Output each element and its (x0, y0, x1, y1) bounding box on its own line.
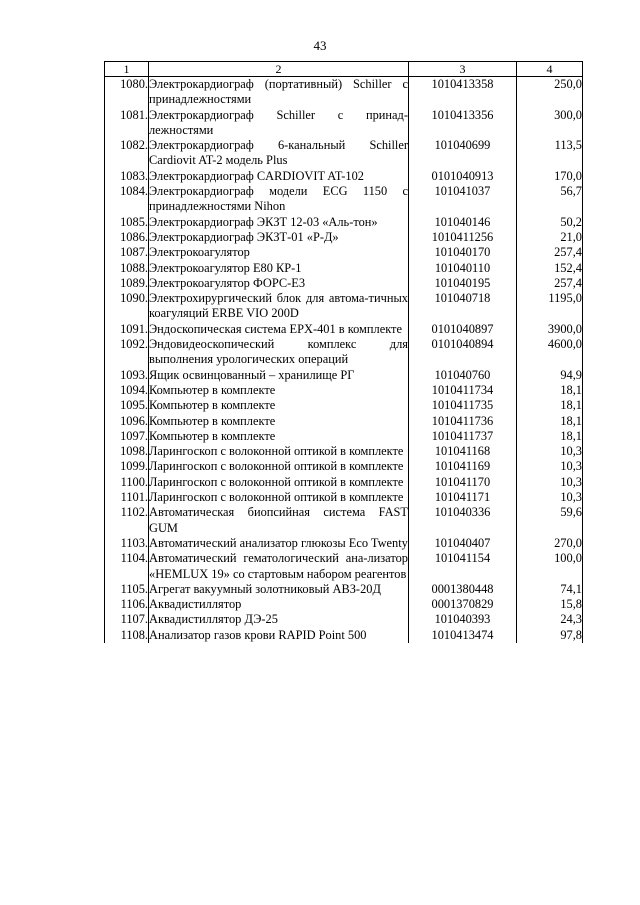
table-row (105, 337, 583, 368)
column-header-name: 2 (149, 62, 409, 77)
table-row (105, 322, 583, 337)
table-row (105, 77, 583, 108)
row-number: 1083. (105, 169, 149, 184)
table-row (105, 138, 583, 169)
row-number: 1104. (105, 551, 149, 582)
page-number: 43 (313, 38, 327, 53)
table-row (105, 475, 583, 490)
item-value: 4600,0 (517, 337, 583, 368)
item-name: Компьютер в комплекте (149, 398, 409, 413)
column-header-value: 4 (517, 62, 583, 77)
item-name: Ларингоскоп с волоконной оптикой в комплекте (149, 490, 409, 505)
inventory-code: 101040195 (409, 276, 517, 291)
item-value: 10,3 (517, 475, 583, 490)
item-name: Электрохирургический блок для автома-тичных коагуляций ERBE VIO 200D (149, 291, 408, 321)
item-name: Компьютер в комплекте (149, 429, 409, 444)
row-number: 1105. (105, 582, 149, 597)
item-value: 59,6 (517, 505, 583, 536)
item-name: Ларингоскоп с волоконной оптикой в комплекте (149, 459, 409, 474)
item-value: 18,1 (517, 383, 583, 398)
inventory-code: 1010411736 (409, 414, 517, 429)
item-value: 74,1 (517, 582, 583, 597)
item-name: Компьютер в комплекте (149, 414, 409, 429)
table-row (105, 383, 583, 398)
item-name: Электрокардиограф ЭКЗТ-01 «Р-Д» (149, 230, 409, 245)
inventory-code: 101040760 (409, 368, 517, 383)
table-row (105, 398, 583, 413)
item-value: 50,2 (517, 215, 583, 230)
inventory-code: 101040170 (409, 245, 517, 260)
row-number: 1097. (105, 429, 149, 444)
item-name: Электрокардиограф модели ECG 1150 с принадлежностями Nihon (149, 184, 408, 214)
item-name: Эндовидеоскопический комплекс для выполнения урологических операций (149, 337, 408, 367)
item-value: 270,0 (517, 536, 583, 551)
row-number: 1096. (105, 414, 149, 429)
inventory-code: 1010413474 (409, 628, 517, 643)
item-value: 94,9 (517, 368, 583, 383)
item-value: 3900,0 (517, 322, 583, 337)
table-row (105, 459, 583, 474)
inventory-code: 1010411256 (409, 230, 517, 245)
inventory-code: 0001380448 (409, 582, 517, 597)
row-number: 1089. (105, 276, 149, 291)
item-name: Автоматический анализатор глюкозы Eco Twenty (149, 535, 408, 550)
item-value: 113,5 (517, 138, 583, 169)
item-name: Электрокардиограф Schiller с принад-лежностями (149, 107, 408, 137)
table-row (105, 414, 583, 429)
item-value: 18,1 (517, 398, 583, 413)
inventory-code: 0001370829 (409, 597, 517, 612)
item-value: 257,4 (517, 276, 583, 291)
inventory-code: 101040336 (409, 505, 517, 536)
table-row (105, 368, 583, 383)
inventory-code: 1010411735 (409, 398, 517, 413)
table-row (105, 505, 583, 536)
inventory-code: 101041170 (409, 475, 517, 490)
item-name: Электрокардиограф ЭКЗТ 12-03 «Аль-тон» (149, 215, 409, 230)
inventory-code: 101040146 (409, 215, 517, 230)
row-number: 1098. (105, 444, 149, 459)
table-row (105, 230, 583, 245)
item-name: Ларингоскоп с волоконной оптикой в комплекте (149, 475, 409, 490)
item-value: 18,1 (517, 429, 583, 444)
item-value: 300,0 (517, 108, 583, 139)
table-row (105, 612, 583, 627)
item-name: Ларингоскоп с волоконной оптикой в комплекте (149, 444, 409, 459)
row-number: 1081. (105, 108, 149, 139)
item-name: Электрокоагулятор ФОРС-Е3 (149, 276, 409, 291)
table-row (105, 582, 583, 597)
table-body (105, 77, 583, 643)
table-row (105, 490, 583, 505)
item-value: 10,3 (517, 444, 583, 459)
table-row (105, 215, 583, 230)
inventory-code: 101040393 (409, 612, 517, 627)
item-value: 100,0 (517, 551, 583, 582)
item-value: 257,4 (517, 245, 583, 260)
row-number: 1080. (105, 77, 149, 108)
inventory-code: 101041168 (409, 444, 517, 459)
inventory-code: 1010411737 (409, 429, 517, 444)
row-number: 1086. (105, 230, 149, 245)
row-number: 1094. (105, 383, 149, 398)
item-value: 1195,0 (517, 291, 583, 322)
item-name: Аквадистиллятор (149, 597, 409, 612)
item-value: 250,0 (517, 77, 583, 108)
row-number: 1101. (105, 490, 149, 505)
item-value: 97,8 (517, 628, 583, 643)
table-row (105, 169, 583, 184)
inventory-code: 0101040913 (409, 169, 517, 184)
row-number: 1084. (105, 184, 149, 215)
item-value: 15,8 (517, 597, 583, 612)
table-row (105, 245, 583, 260)
table-row (105, 108, 583, 139)
row-number: 1102. (105, 505, 149, 536)
item-value: 152,4 (517, 261, 583, 276)
item-name: Электрокоагулятор Е80 КР-1 (149, 261, 409, 276)
table-row (105, 184, 583, 215)
row-number: 1090. (105, 291, 149, 322)
item-value: 10,3 (517, 459, 583, 474)
table-row (105, 628, 583, 643)
item-name: Автоматическая биопсийная система FAST GUM (149, 505, 408, 535)
inventory-code: 1010413358 (409, 77, 517, 108)
row-number: 1091. (105, 322, 149, 337)
row-number: 1107. (105, 612, 149, 627)
row-number: 1099. (105, 459, 149, 474)
inventory-code: 0101040894 (409, 337, 517, 368)
row-number: 1103. (105, 536, 149, 551)
inventory-code: 101040407 (409, 536, 517, 551)
inventory-code: 101041154 (409, 551, 517, 582)
inventory-code: 101040699 (409, 138, 517, 169)
row-number: 1085. (105, 215, 149, 230)
inventory-code: 0101040897 (409, 322, 517, 337)
row-number: 1093. (105, 368, 149, 383)
row-number: 1106. (105, 597, 149, 612)
row-number: 1095. (105, 398, 149, 413)
row-number: 1087. (105, 245, 149, 260)
row-number: 1092. (105, 337, 149, 368)
item-name: Эндоскопическая система EPX-401 в комплекте (149, 322, 409, 337)
inventory-code: 101041037 (409, 184, 517, 215)
item-value: 24,3 (517, 612, 583, 627)
item-value: 170,0 (517, 169, 583, 184)
item-value: 10,3 (517, 490, 583, 505)
item-name: Ящик освинцованный – хранилище РГ (149, 368, 409, 383)
item-name: Агрегат вакуумный золотниковый АВЗ-20Д (149, 582, 409, 597)
item-value: 21,0 (517, 230, 583, 245)
column-header-code: 3 (409, 62, 517, 77)
item-name: Аквадистиллятор ДЭ-25 (149, 612, 409, 627)
table-row (105, 551, 583, 582)
inventory-code: 1010411734 (409, 383, 517, 398)
inventory-code: 1010413356 (409, 108, 517, 139)
table-header (105, 62, 583, 77)
item-name: Автоматический гематологический ана-лизатор «HEMLUX 19» со стартовым набором реагентов (149, 551, 408, 581)
row-number: 1100. (105, 475, 149, 490)
item-name: Электрокардиограф CARDIOVIT AT-102 (149, 169, 409, 184)
column-header-number: 1 (105, 62, 149, 77)
item-value: 18,1 (517, 414, 583, 429)
item-name: Электрокардиограф (портативный) Schiller с принадлежностями (149, 77, 408, 107)
inventory-code: 101041169 (409, 459, 517, 474)
row-number: 1088. (105, 261, 149, 276)
inventory-code: 101040110 (409, 261, 517, 276)
table-row (105, 276, 583, 291)
inventory-code: 101041171 (409, 490, 517, 505)
item-name: Электрокардиограф 6-канальный Schiller Cardiovit AT-2 модель Plus (149, 138, 408, 168)
table-row (105, 429, 583, 444)
table-row (105, 536, 583, 551)
row-number: 1108. (105, 628, 149, 643)
item-value: 56,7 (517, 184, 583, 215)
table-row (105, 291, 583, 322)
row-number: 1082. (105, 138, 149, 169)
inventory-table (104, 61, 583, 643)
item-name: Электрокоагулятор (149, 245, 409, 260)
item-name: Анализатор газов крови RAPID Point 500 (149, 628, 409, 643)
table-row (105, 444, 583, 459)
table-row (105, 261, 583, 276)
inventory-code: 101040718 (409, 291, 517, 322)
table-row (105, 597, 583, 612)
item-name: Компьютер в комплекте (149, 383, 409, 398)
